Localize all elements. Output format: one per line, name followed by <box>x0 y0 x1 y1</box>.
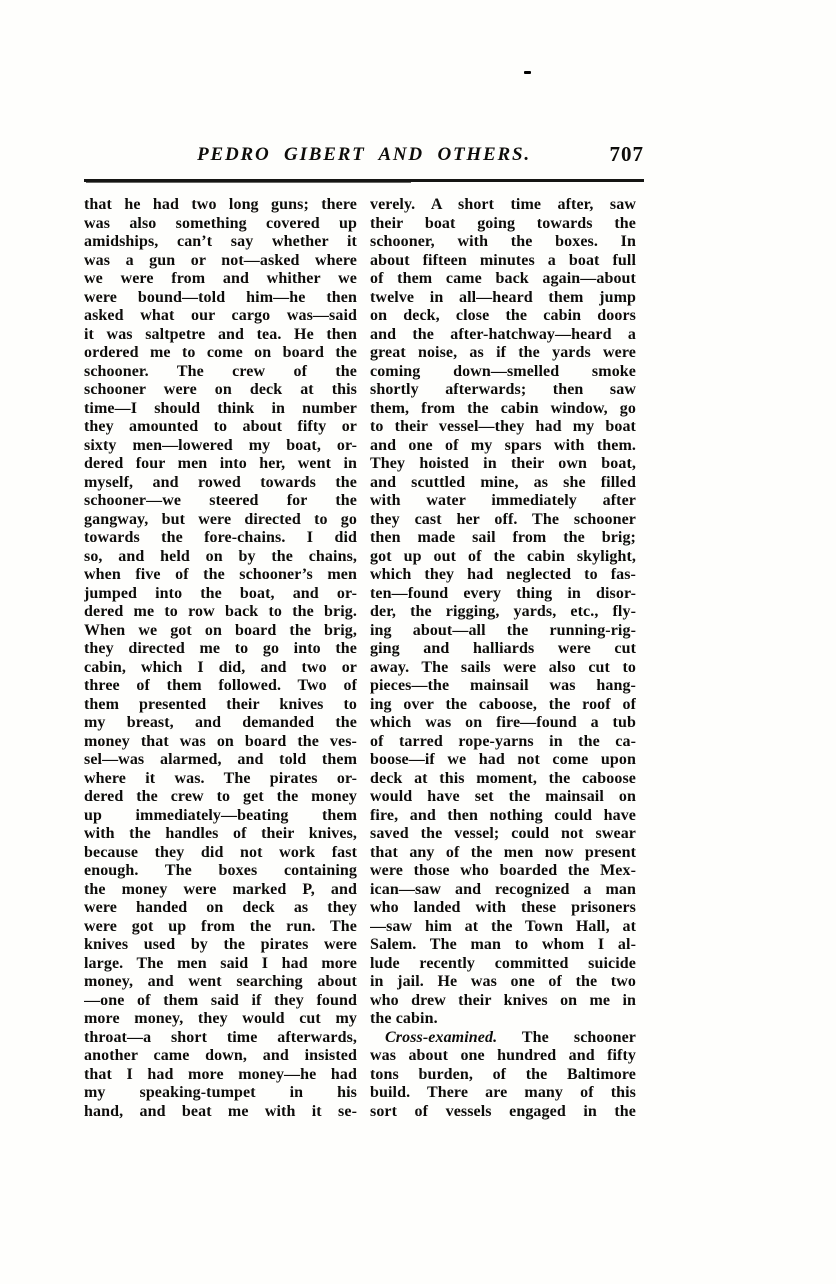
text-line: gangway, but were directed to go <box>84 510 357 528</box>
text-line: dered four men into her, went in <box>84 455 357 472</box>
italic-phrase: Cross-examined. <box>385 1028 498 1046</box>
text-line: coming down—smelled smoke <box>370 362 636 380</box>
text-line: dered the crew to get the money <box>84 788 357 805</box>
text-line: were those who boarded the Mex- <box>370 862 636 879</box>
text-line: saved the vessel; could not swear <box>370 825 636 842</box>
text-line: ten—found every thing in disor- <box>370 584 636 602</box>
text-line: them presented their knives to <box>84 695 357 713</box>
text-line: three of them followed. Two of <box>84 677 357 694</box>
scan-artifact-speck <box>524 71 531 74</box>
text-line: their boat going towards the <box>370 214 636 232</box>
text-line: where it was. The pirates or- <box>84 769 357 787</box>
text-line: sort of vessels engaged in the <box>370 1102 636 1120</box>
text-line: money that was on board the ves- <box>84 732 357 750</box>
text-line: deck at this moment, the caboose <box>370 769 636 787</box>
text-line: Salem. The man to whom I al- <box>370 936 636 953</box>
text-line: was also something covered up <box>84 214 357 232</box>
text-line: enough. The boxes containing <box>84 862 357 879</box>
text-line: to their vessel—they had my boat <box>370 418 636 435</box>
text-line: money, and went searching about <box>84 973 357 990</box>
text-line: them, from the cabin window, go <box>370 399 636 417</box>
text-line: dered me to row back to the brig. <box>84 603 357 620</box>
text-line: and scuttled mine, as she filled <box>370 473 636 491</box>
text-line: myself, and rowed towards the <box>84 473 357 491</box>
text-line: They hoisted in their own boat, <box>370 455 636 472</box>
text-line: jumped into the boat, and or- <box>84 584 357 602</box>
text-line: away. The sails were also cut to <box>370 658 636 676</box>
text-line: der, the rigging, yards, etc., fly- <box>370 603 636 620</box>
text-line: they directed me to go into the <box>84 640 357 657</box>
text-line: cabin, which I did, and two or <box>84 658 357 676</box>
text-column-right <box>370 196 636 1121</box>
text-line: who landed with these prisoners <box>370 899 636 916</box>
text-line: asked what our cargo was—said <box>84 307 357 324</box>
text-line: the money were marked P, and <box>84 880 357 898</box>
text-line: they cast her off. The schooner <box>370 510 636 528</box>
text-line: the cabin. <box>370 1010 438 1027</box>
text-line: towards the fore-chains. I did <box>84 529 357 546</box>
text-line: tons burden, of the Baltimore <box>370 1065 636 1083</box>
text-line: ican—saw and recognized a man <box>370 880 636 898</box>
text-line: that he had two long guns; there <box>84 196 357 213</box>
text-line: was about one hundred and fifty <box>370 1047 636 1064</box>
text-line: schooner—we steered for the <box>84 492 357 509</box>
text-line: was a gun or not—asked where <box>84 251 357 269</box>
text-line: verely. A short time after, saw <box>370 196 636 213</box>
text-line: more money, they would cut my <box>84 1010 357 1027</box>
text-line: when five of the schooner’s men <box>84 566 357 583</box>
text-line: which they had neglected to fas- <box>370 566 636 583</box>
text-line: hand, and beat me with it se- <box>84 1102 357 1120</box>
text-line: time—I should think in number <box>84 399 357 417</box>
text-line: twelve in all—heard them jump <box>370 288 636 306</box>
text-line: were got up from the run. The <box>84 917 357 935</box>
text-line: my speaking-tumpet in his <box>84 1084 357 1101</box>
text-line: then made sail from the brig; <box>370 529 636 546</box>
text-line: ing about—all the running-rig- <box>370 621 636 639</box>
text-line: would have set the mainsail on <box>370 788 636 805</box>
text-line: pieces—the mainsail was hang- <box>370 677 636 694</box>
text-line: my breast, and demanded the <box>84 714 357 731</box>
text-line: were bound—told him—he then <box>84 288 357 306</box>
text-line: so, and held on by the chains, <box>84 547 357 565</box>
text-line: of them came back again—about <box>370 270 636 287</box>
text-line: lude recently committed suicide <box>370 954 636 972</box>
text-line: got up out of the cabin skylight, <box>370 547 636 565</box>
text-line: were handed on deck as they <box>84 899 357 916</box>
text-line: —one of them said if they found <box>84 991 357 1009</box>
text-line: great noise, as if the yards were <box>370 344 636 361</box>
text-line: on deck, close the cabin doors <box>370 307 636 324</box>
text-line: throat—a short time afterwards, <box>84 1028 357 1046</box>
text-line: schooner, with the boxes. In <box>370 233 636 250</box>
text-line: sixty men—lowered my boat, or- <box>84 436 357 454</box>
text-line: we were from and whither we <box>84 270 357 287</box>
text-line: ing over the caboose, the roof of <box>370 695 636 713</box>
text-line: and one of my spars with them. <box>370 436 636 454</box>
page-header <box>84 144 644 176</box>
text-line: because they did not work fast <box>84 843 357 861</box>
text-line: that any of the men now present <box>370 843 636 861</box>
text-column-left <box>84 196 357 1121</box>
text-line: sel—was alarmed, and told them <box>84 751 357 768</box>
text-line: with the handles of their knives, <box>84 825 357 842</box>
text-line: shortly afterwards; then saw <box>370 381 636 398</box>
text-line: ging and halliards were cut <box>370 640 636 657</box>
text-line: another came down, and insisted <box>84 1047 357 1064</box>
text-line: who drew their knives on me in <box>370 991 636 1009</box>
text-line: and the after-hatchway—heard a <box>370 325 636 343</box>
text-line: large. The men said I had more <box>84 954 357 972</box>
text-line: schooner. The crew of the <box>84 362 357 380</box>
page-number: 707 <box>609 142 644 166</box>
text-line: When we got on board the brig, <box>84 621 357 639</box>
text-line: in jail. He was one of the two <box>370 973 636 990</box>
text-line: with water immediately after <box>370 492 636 509</box>
text-line: of tarred rope-yarns in the ca- <box>370 732 636 750</box>
text-line: —saw him at the Town Hall, at <box>370 917 636 935</box>
text-line: build. There are many of this <box>370 1084 636 1101</box>
text-line: ordered me to come on board the <box>84 344 357 361</box>
text-line: up immediately—beating them <box>84 806 357 824</box>
text-line: that I had more money—he had <box>84 1065 357 1083</box>
text-line: which was on fire—found a tub <box>370 714 636 731</box>
text-line: about fifteen minutes a boat full <box>370 251 636 269</box>
text-line: knives used by the pirates were <box>84 936 357 953</box>
text-line: amidships, can’t say whether it <box>84 233 357 250</box>
running-title: PEDRO GIBERT AND OTHERS. <box>197 144 531 165</box>
text-columns <box>84 196 636 1121</box>
header-rule <box>84 179 644 182</box>
text-line: it was saltpetre and tea. He then <box>84 325 357 343</box>
text-line: schooner were on deck at this <box>84 381 357 398</box>
text-line: Cross-examined. The schooner <box>385 1028 636 1046</box>
text-line: boose—if we had not come upon <box>370 751 636 768</box>
text-line: they amounted to about fifty or <box>84 418 357 435</box>
text-line: fire, and then nothing could have <box>370 806 636 824</box>
